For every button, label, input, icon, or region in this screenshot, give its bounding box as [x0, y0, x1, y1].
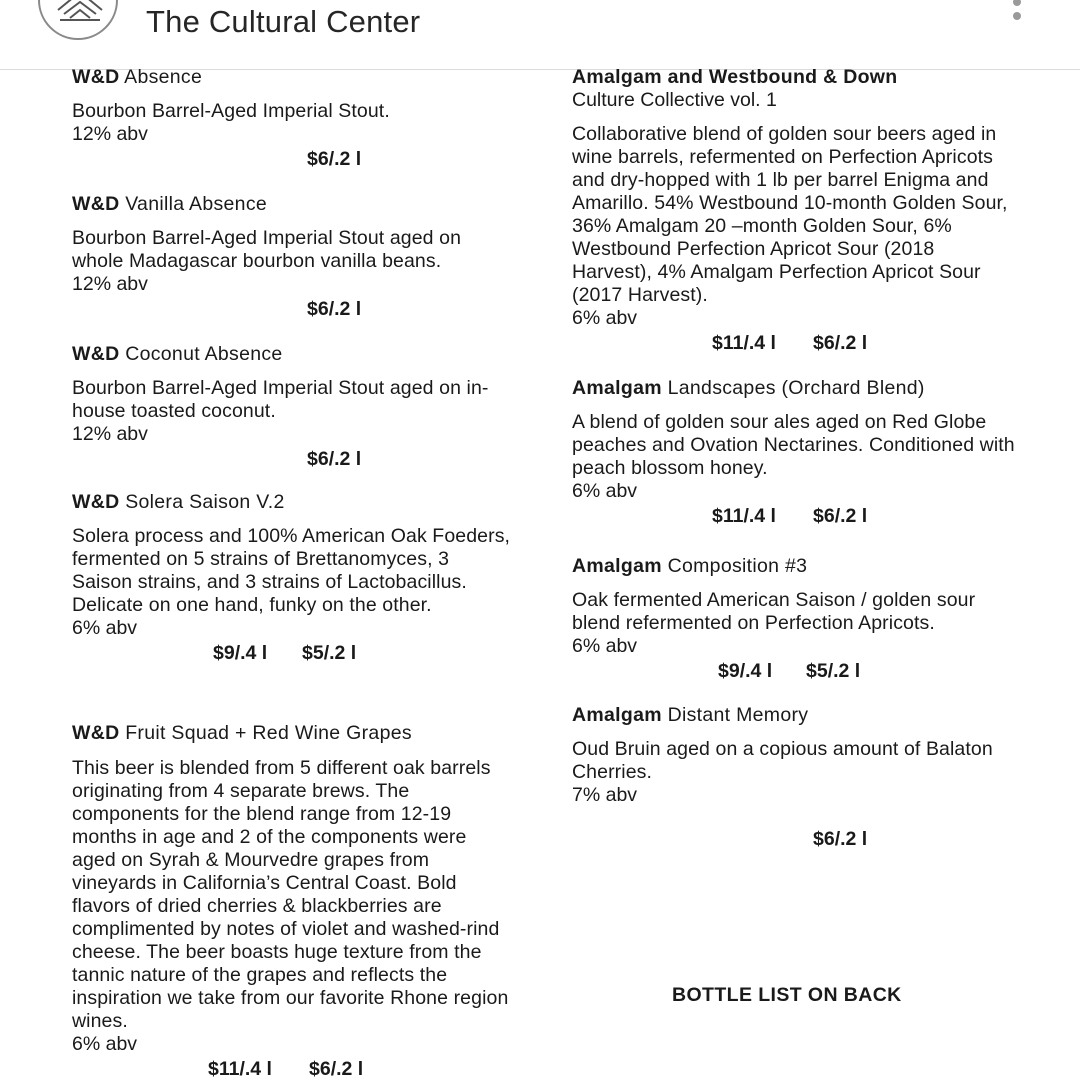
item-abv: 12% abv — [72, 423, 148, 445]
item-name: Fruit Squad + Red Wine Grapes — [125, 722, 412, 744]
item-subtitle: Culture Collective vol. 1 — [572, 89, 777, 111]
price: $5/.2 l — [302, 642, 357, 664]
item-name: Distant Memory — [667, 704, 809, 726]
item-brand: Amalgam — [572, 377, 662, 399]
price-row — [72, 298, 512, 321]
price: $9/.4 l — [718, 660, 773, 682]
list-item — [572, 704, 1017, 851]
item-description: Bourbon Barrel-Aged Imperial Stout. — [72, 100, 390, 122]
item-description: Solera process and 100% American Oak Foeders, fermented on 5 strains of Brettanomyces, 3 Saison strains, and 3 strains of Lactobacillus. Delicate on one hand, funky on the other. — [72, 525, 511, 616]
price: $11/.4 l — [712, 332, 776, 354]
item-brand: W&D — [72, 193, 120, 215]
price-row — [72, 1058, 512, 1081]
price: $5/.2 l — [806, 660, 861, 682]
page-title: The Cultural Center — [146, 4, 421, 39]
item-description: Oak fermented American Saison / golden sour blend refermented on Perfection Apricots. — [572, 589, 976, 634]
price-row — [572, 828, 1017, 851]
price-row — [572, 660, 1017, 683]
item-name: Absence — [124, 66, 203, 88]
price: $6/.2 l — [307, 148, 362, 170]
list-item — [72, 491, 512, 665]
brand-logo-icon[interactable] — [38, 0, 118, 40]
item-name: Landscapes (Orchard Blend) — [667, 377, 925, 399]
item-description: Bourbon Barrel-Aged Imperial Stout aged on whole Madagascar bourbon vanilla beans. — [72, 227, 462, 272]
item-abv: 12% abv — [72, 273, 148, 295]
price: $6/.2 l — [309, 1058, 364, 1080]
price: $6/.2 l — [813, 332, 868, 354]
item-description: Oud Bruin aged on a copious amount of Balaton Cherries. — [572, 738, 993, 783]
price-row — [72, 642, 512, 665]
list-item — [572, 377, 1017, 528]
item-brand: W&D — [72, 491, 120, 513]
price-row — [572, 505, 1017, 528]
item-brand: Amalgam and Westbound & Down — [572, 66, 898, 88]
list-item — [572, 66, 1017, 355]
item-name: Vanilla Absence — [125, 193, 268, 215]
item-brand: W&D — [72, 66, 120, 88]
price: $11/.4 l — [712, 505, 776, 527]
bottle-list-note: BOTTLE LIST ON BACK — [672, 984, 902, 1006]
item-description: This beer is blended from 5 different oak barrels originating from 4 separate brews. The components for the blend range from 12-19 months in age and 2 of the components were aged on Syrah & Mourvedre grapes from vineyards in California’s Central Coast. Bold flavors of dried cherries & blackberries are complimented by notes of violet and washed-rind cheese. The beer boasts huge texture from the tannic nature of the grapes and reflects the inspiration we take from our favorite Rhone region wines. — [72, 757, 509, 1032]
item-brand: Amalgam — [572, 704, 662, 726]
price: $6/.2 l — [813, 828, 868, 850]
more-options-icon[interactable] — [1004, 0, 1030, 26]
price: $9/.4 l — [213, 642, 268, 664]
list-item — [72, 722, 512, 1081]
item-abv: 6% abv — [572, 635, 638, 657]
price: $11/.4 l — [208, 1058, 272, 1080]
price-row — [72, 148, 512, 171]
item-description: A blend of golden sour ales aged on Red Globe peaches and Ovation Nectarines. Conditioned with peach blossom honey. — [572, 411, 1015, 479]
item-brand: W&D — [72, 343, 120, 365]
app-header — [0, 0, 1080, 70]
item-brand: Amalgam — [572, 555, 662, 577]
item-description: Bourbon Barrel-Aged Imperial Stout aged on in-house toasted coconut. — [72, 377, 489, 422]
list-item — [572, 555, 1017, 683]
item-abv: 12% abv — [72, 123, 148, 145]
price: $6/.2 l — [307, 298, 362, 320]
item-abv: 7% abv — [572, 784, 638, 806]
item-name: Coconut Absence — [125, 343, 283, 365]
price-row — [72, 448, 512, 471]
item-abv: 6% abv — [572, 480, 638, 502]
item-abv: 6% abv — [72, 617, 138, 639]
item-name: Composition #3 — [667, 555, 808, 577]
item-brand: W&D — [72, 722, 120, 744]
item-abv: 6% abv — [72, 1033, 138, 1055]
item-name: Solera Saison V.2 — [125, 491, 285, 513]
list-item — [72, 193, 512, 321]
list-item — [72, 66, 512, 171]
list-item — [72, 343, 512, 471]
item-abv: 6% abv — [572, 307, 638, 329]
price: $6/.2 l — [307, 448, 362, 470]
item-description: Collaborative blend of golden sour beers aged in wine barrels, refermented on Perfection Apricots and dry-hopped with 1 lb per barrel Enigma and Amarillo. 54% Westbound 10-month Golden Sour, 36% Amalgam 20 –month Golden Sour, 6% Westbound Perfection Apricot Sour (2018 Harvest), 4% Amalgam Perfection Apricot Sour (2017 Harvest). — [572, 123, 1008, 306]
price-row — [572, 332, 1017, 355]
price: $6/.2 l — [813, 505, 868, 527]
